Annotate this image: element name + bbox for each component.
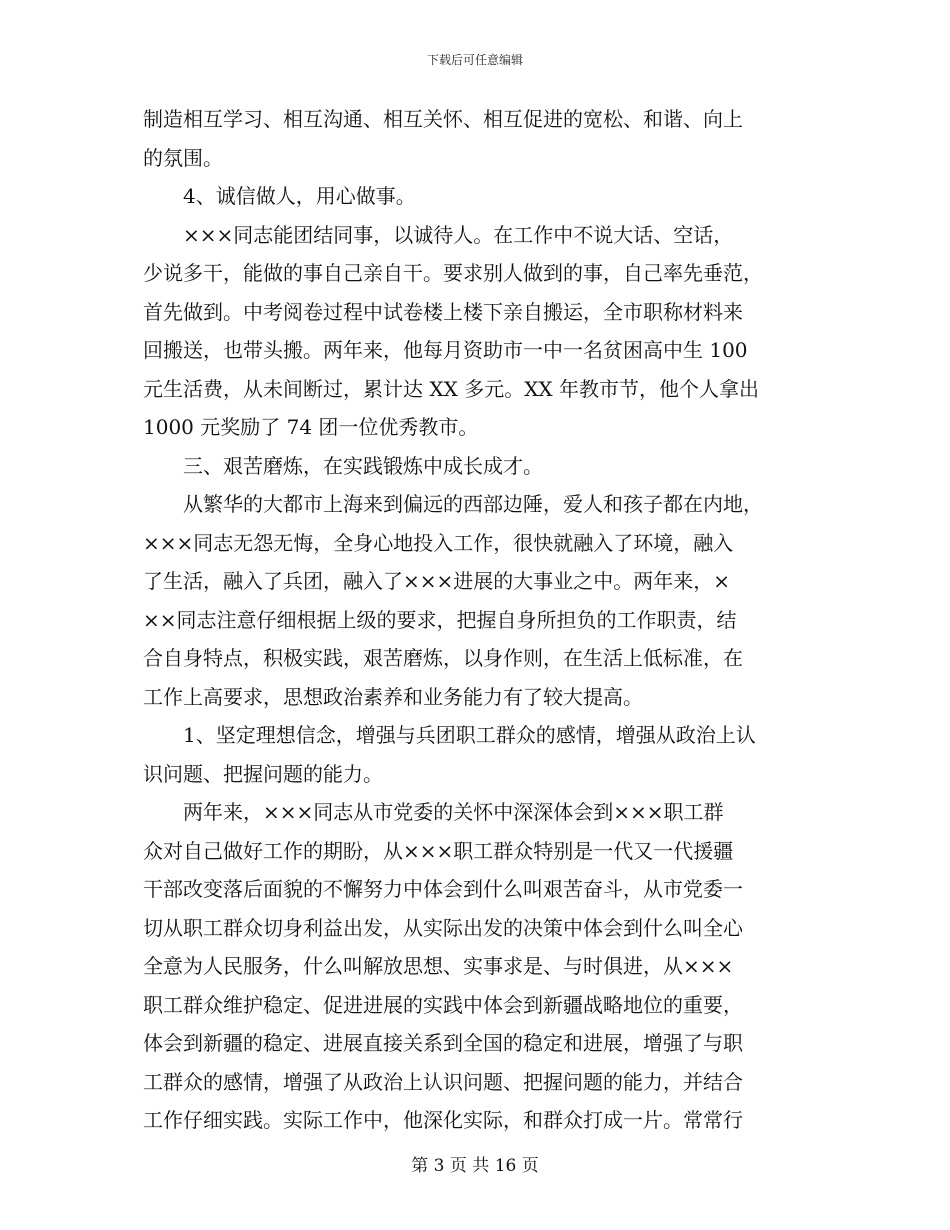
section-heading: 4、诚信做人，用心做事。: [183, 184, 416, 208]
text-line: 少说多干，能做的事自己亲自干。要求别人做到的事，自己率先垂范，: [143, 261, 763, 285]
text-line: 众对自己做好工作的期盼，从×××职工群众特别是一代又一代援疆: [143, 838, 734, 863]
text-line: 职工群众维护稳定、促进进展的实践中体会到新疆战略地位的重要，: [143, 992, 743, 1017]
text-line: 制造相互学习、相互沟通、相互关怀、相互促进的宽松、和谐、向上: [143, 107, 743, 131]
text-line: 工群众的感情，增强了从政治上认识问题、把握问题的能力，并结合: [143, 1069, 743, 1094]
text-line: 回搬送，也带头搬。两年来，他每月资助市一中一名贫困高中生 100: [143, 338, 748, 362]
text-line: 干部改变落后面貌的不懈努力中体会到什么叫艰苦奋斗，从市党委一: [143, 877, 743, 901]
document-body: [143, 100, 810, 1140]
text-line: 全意为人民服务，什么叫解放思想、实事求是、与时俱进，从×××: [143, 954, 734, 978]
text-line: ×××同志能团结同事，以诚待人。在工作中不说大话、空话，: [183, 222, 734, 247]
text-line: 合自身特点，积极实践，艰苦磨炼，以身作则，在生活上低标准，在: [143, 646, 743, 670]
text-line: 工作上高要求，思想政治素养和业务能力有了较大提高。: [143, 684, 643, 709]
text-line: 工作仔细实践。实际工作中，他深化实际，和群众打成一片。常常行: [143, 1108, 743, 1132]
text-line: 体会到新疆的稳定、进展直接关系到全国的稳定和进展，增强了与职: [143, 1031, 743, 1055]
text-line: ××同志注意仔细根据上级的要求，把握自身所担负的工作职责，结: [143, 607, 737, 632]
text-line: 1000 元奖励了 74 团一位优秀教市。: [143, 415, 479, 439]
text-line: 首先做到。中考阅卷过程中试卷楼上楼下亲自搬运，全市职称材料来: [143, 299, 743, 324]
section-heading: 三、艰苦磨炼，在实践锻炼中成长成才。: [183, 453, 543, 478]
text-line: ×××同志无怨无悔，全身心地投入工作，很快就融入了环境，融入: [143, 530, 734, 555]
page-number: 第 3 页 共 16 页: [411, 1156, 539, 1176]
text-line: 元生活费，从未间断过，累计达 XX 多元。XX 年教市节，他个人拿出: [143, 376, 760, 401]
text-line: 了生活，融入了兵团，融入了×××进展的大事业之中。两年来，×: [143, 569, 731, 593]
text-line: 从繁华的大都市上海来到偏远的西部边陲，爱人和孩子都在内地，: [183, 492, 763, 516]
text-line: 识问题、把握问题的能力。: [143, 761, 383, 786]
section-heading: 1、坚定理想信念，增强与兵团职工群众的感情，增强从政治上认: [183, 723, 756, 747]
page-header: 下载后可任意编辑: [426, 53, 523, 67]
text-line: 两年来，×××同志从市党委的关怀中深深体会到×××职工群: [183, 800, 724, 824]
text-line: 的氛围。: [143, 145, 223, 170]
text-line: 切从职工群众切身利益出发，从实际出发的决策中体会到什么叫全心: [143, 915, 743, 940]
